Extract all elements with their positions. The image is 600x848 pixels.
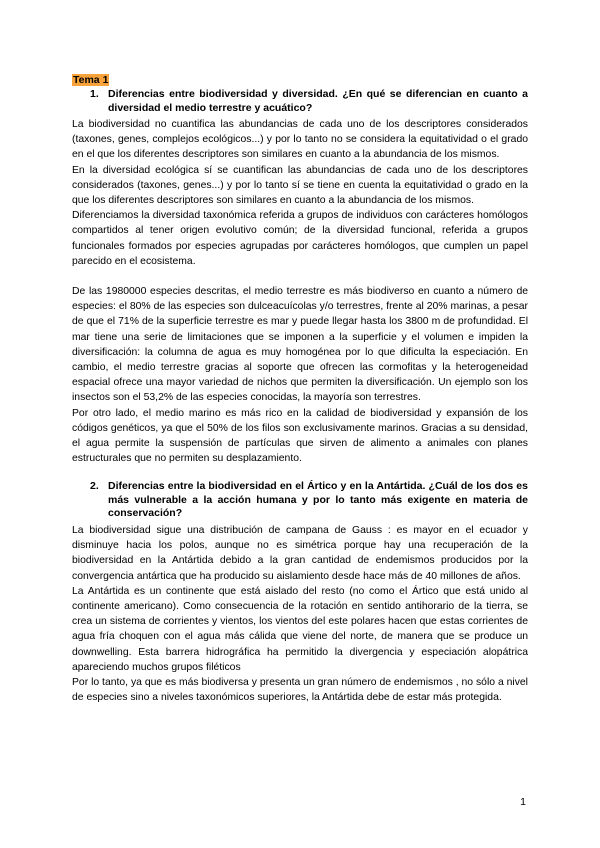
question-2-number: 2. bbox=[90, 480, 99, 493]
paragraph: De las 1980000 especies descritas, el medio terrestre es más biodiverso en cuanto a número de especies: el 80% de las especies son dulceacuícolas y/o terrestres, frente al 20% marinas, a pesar de que el 71% de la superficie terrestre es mar y puede llegar hasta los 3800 m de profundidad. El mar tiene una serie de limitaciones que se imponen a la superficie y el volumen e impiden la diversificación: la columna de agua es muy homogénea por lo que dificulta la especiación. En cambio, el medio terrestre gracias al soporte que ofrecen las cormofitas y la heterogeneidad espacial ofrece una mayor variedad de nichos que permiten la diversificación. Un ejemplo son los insectos son el 53,2% de las especies conocidas, la mayoría son terrestres. bbox=[72, 286, 528, 404]
question-1-title: Diferencias entre biodiversidad y diversidad. ¿En qué se diferencian en cuanto a diversidad el medio terrestre y acuático? bbox=[108, 88, 528, 114]
question-1-heading bbox=[72, 88, 528, 115]
page-content bbox=[72, 70, 528, 705]
topic-label: Tema 1 bbox=[73, 74, 109, 86]
paragraph: Diferenciamos la diversidad taxonómica referida a grupos de individuos con carácteres homólogos compartidos al tener origen evolutivo común; de la diversidad funcional, referida a grupos funcionales formados por especies agrupadas por carácteres homólogos, que cumplen un papel parecido en el ecosistema. bbox=[72, 210, 528, 267]
paragraph: La biodiversidad sigue una distribución de campana de Gauss : es mayor en el ecuador y disminuye hacia los polos, aunque no es simétrica porque hay una recuperación de la biodiversidad en la Antártida debido a la gran cantidad de endemismos producidos por la convergencia antártica que ha producido su aislamiento desde hace más de 40 millones de años. bbox=[72, 524, 528, 582]
spacer bbox=[72, 269, 528, 284]
page-number: 1 bbox=[520, 796, 526, 808]
paragraph: Por otro lado, el medio marino es más rico en la calidad de biodiversidad y expansión de los códigos genéticos, ya que el 50% de los filos son exclusivamente marinos. Gracias a su densidad, el agua permite la suspensión de partículas que sirven de alimento a animales con planes estructurales que no permiten su desplazamiento. bbox=[72, 407, 528, 465]
paragraph: En la diversidad ecológica sí se cuantifican las abundancias de cada uno de los descriptores considerados (taxones, genes...) y por lo tanto sí se tiene en cuenta la equitatividad o grado en la que los diferentes descriptores son similares en cuanto a la abundancia de los mismos. bbox=[72, 164, 528, 207]
question-2-title: Diferencias entre la biodiversidad en el Ártico y en la Antártida. ¿Cuál de los dos es más vulnerable a la acción humana y por lo tanto más exigente en materia de conservación? bbox=[108, 480, 528, 520]
question-2-heading bbox=[72, 480, 528, 521]
paragraph: Por lo tanto, ya que es más biodiversa y presenta un gran número de endemismos , no sólo a nivel de especies sino a niveles taxonómicos superiores, la Antártida debe de estar más protegida. bbox=[72, 677, 528, 704]
paragraph: La biodiversidad no cuantifica las abundancias de cada uno de los descriptores considerados (taxones, genes, complejos ecológicos...) y por lo tanto no se considera la equitatividad o el grado en el que los diferentes descriptores son similares en cuanto a la abundancia de los mismos. bbox=[72, 119, 528, 161]
spacer bbox=[72, 466, 528, 480]
paragraph: La Antártida es un continente que está aislado del resto (no como el Ártico que está unido al continente americano). Como consecuencia de la rotación en sentido antihorario de la tierra, se crea un sistema de corrientes y vientos, los vientos del este polares hacen que estas corrientes de agua fría choquen con el agua más cálida que viene del norte, de manera que se produce un downwelling. Esta barrera hidrográfica ha permitido la divergencia y especiación alopátrica apareciendo muchos grupos filéticos bbox=[72, 585, 528, 673]
question-1-number: 1. bbox=[90, 88, 99, 100]
